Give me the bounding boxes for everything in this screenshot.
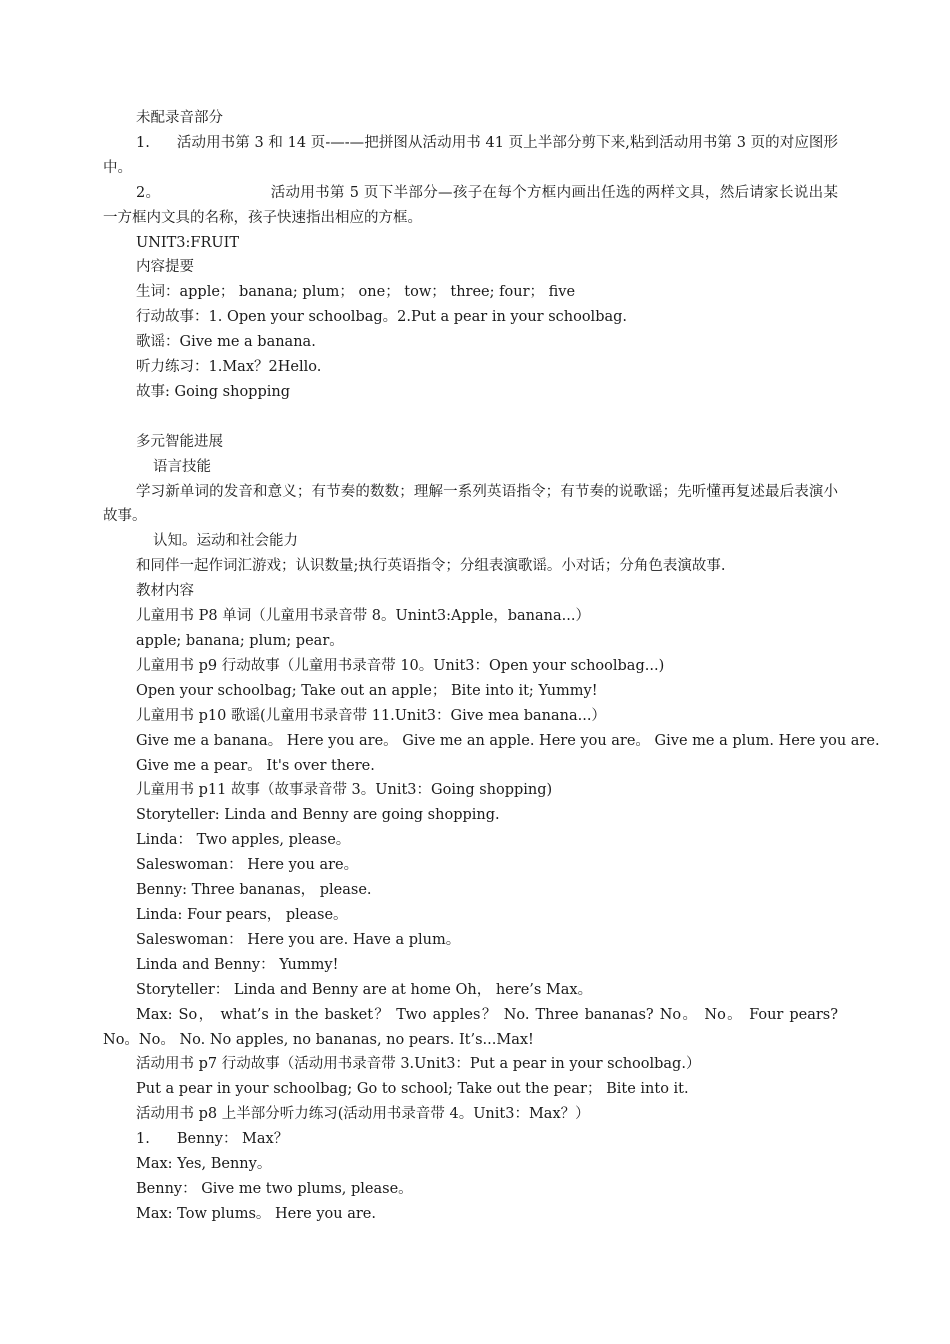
cog-skill-text: 和同伴一起作词汇游戏；认识数量;执行英语指令；分组表演歌谣。小对话；分角色表演故事. — [136, 558, 726, 575]
dialog-line: Max: Tow plums。 Here you are. — [136, 1205, 377, 1222]
p10-heading: 儿童用书 p10 歌谣(儿童用书录音带 11.Unit3：Give mea banana...） — [136, 707, 606, 724]
story-dialog-line: Linda： Two apples, please。 — [136, 832, 351, 849]
story-dialog-line: Storyteller： Linda and Benny are at home Oh， here’s Max。 — [136, 981, 593, 998]
story-dialog-line: Benny: Three bananas， please. — [136, 882, 372, 899]
story-line: 故事: Going shopping — [136, 383, 291, 400]
dialog-number: 1. — [136, 1131, 150, 1148]
dialog-first-line — [103, 1127, 838, 1152]
unit-heading: UNIT3:FRUIT — [136, 234, 240, 251]
story-dialog-line: Storyteller: Linda and Benny are going shopping. — [136, 807, 500, 824]
item-2-text: 活动用书第 5 页下半部分—孩子在每个方框内画出任选的两样文具，然后请家长说出某一方框内文具的名称，孩子快速指出相应的方框。 — [103, 184, 838, 226]
p11-heading: 儿童用书 p11 故事（故事录音带 3。Unit3：Going shopping) — [136, 782, 553, 799]
vocab-line: 生词：apple； banana; plum； one； tow； three; four； five — [136, 284, 576, 301]
listening-line: 听力练习：1.Max？2Hello. — [136, 359, 322, 376]
p8b-heading: 活动用书 p8 上半部分听力练习(活动用书录音带 4。Unit3：Max？） — [136, 1106, 590, 1123]
blank-line — [103, 405, 838, 430]
p8-heading: 儿童用书 P8 单词（儿童用书录音带 8。Unint3:Apple，banana...） — [136, 608, 590, 625]
cog-skill-heading: 认知。运动和社会能力 — [153, 533, 298, 550]
story-dialog-line: Linda: Four pears， please。 — [136, 906, 348, 923]
p10-text-2: Give me a pear。 It's over there. — [136, 757, 375, 774]
p9-text: Open your schoolbag; Take out an apple； Bite into it; Yummy! — [136, 682, 598, 699]
lang-skill-text: 学习新单词的发音和意义；有节奏的数数；理解一系列英语指令；有节奏的说歌谣；先听懂再复述最后表演小故事。 — [103, 483, 838, 525]
story-dialog-line: Saleswoman： Here you are. Have a plum。 — [136, 931, 461, 948]
p7-heading: 活动用书 p7 行动故事（活动用书录音带 3.Unit3：Put a pear in your schoolbag.） — [136, 1056, 701, 1073]
max-line: Max: So， what’s in the basket？ Two apples？ No. Three bananas? No。 No。 Four pears? No。No。 No. No apples, no bananas, no pears. It’s...Max! — [103, 1006, 838, 1048]
p7-text: Put a pear in your schoolbag; Go to school; Take out the pear； Bite into it. — [136, 1081, 689, 1098]
section-title: 未配录音部分 — [136, 110, 223, 126]
story-dialog-line: Linda and Benny： Yummy! — [136, 956, 339, 973]
dialog-first-text: Benny： Max？ — [176, 1131, 289, 1148]
p9-heading: 儿童用书 p9 行动故事（儿童用书录音带 10。Unit3：Open your schoolbag...) — [136, 657, 665, 674]
summary-heading: 内容提要 — [136, 259, 194, 276]
paragraph-item-2 — [103, 181, 838, 231]
p8-text: apple; banana; plum; pear。 — [136, 633, 344, 650]
mi-heading: 多元智能进展 — [136, 433, 223, 450]
paragraph-item-1 — [103, 131, 838, 181]
document-page — [103, 106, 880, 1227]
dialog-line: Max: Yes, Benny。 — [136, 1156, 272, 1173]
item-1-text: 活动用书第 3 和 14 页-—-—把拼图从活动用书 41 页上半部分剪下来,粘到活动用书第 3 页的对应图形中。 — [103, 134, 838, 176]
action-story-line: 行动故事：1. Open your schoolbag。2.Put a pear in your schoolbag. — [136, 309, 628, 326]
dialog-line: Benny： Give me two plums, please。 — [136, 1180, 413, 1197]
materials-heading: 教材内容 — [136, 583, 194, 600]
story-dialog-line: Saleswoman： Here you are。 — [136, 857, 359, 874]
lang-skill-heading: 语言技能 — [153, 458, 211, 475]
rhyme-line: 歌谣：Give me a banana. — [136, 334, 316, 351]
p10-text-1: Give me a banana。 Here you are。 Give me an apple. Here you are。 Give me a plum. Here you are. — [136, 732, 880, 749]
item-2-number: 2。 — [136, 184, 161, 201]
item-1-number: 1. — [136, 134, 150, 151]
